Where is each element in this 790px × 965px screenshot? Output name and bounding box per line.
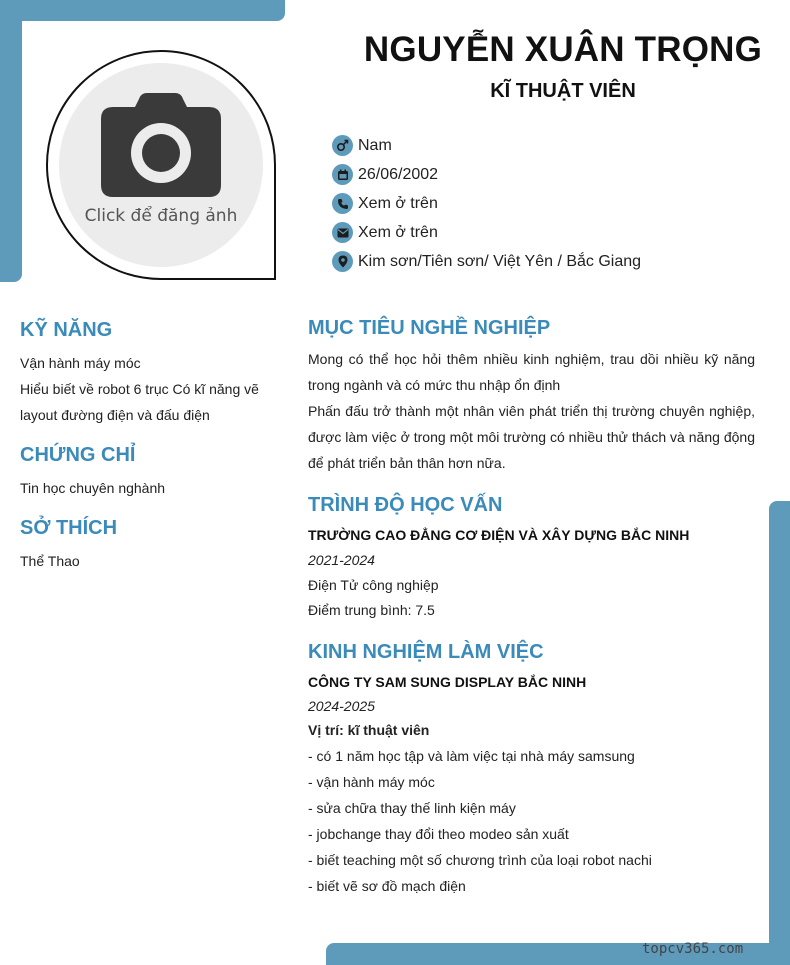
skills-list (20, 350, 280, 428)
gender-icon (332, 135, 353, 156)
decor-bar-right (769, 501, 790, 965)
education-school: TRƯỜNG CAO ĐẲNG CƠ ĐIỆN VÀ XÂY DỰNG BẮC NINH (308, 527, 690, 543)
objective-paragraph: Mong có thể học hỏi thêm nhiều kinh nghiệm, trau dồi nhiều kỹ năng trong ngành và có mức thu nhập ổn định (308, 351, 755, 393)
education-gpa: Điểm trung bình: 7.5 (308, 602, 435, 618)
education-major: Điện Tử công nghiệp (308, 577, 439, 593)
experience-body (308, 670, 763, 899)
contact-info (332, 131, 641, 276)
objective-body (308, 346, 755, 476)
calendar-icon (332, 164, 353, 185)
objective-paragraph: Phấn đấu trở thành một nhân viên phát triển thị trường chuyên nghiệp, được làm việc ở trong một môi trường có nhiều thử thách và năng động để phát triển bản thân hơn nữa. (308, 403, 755, 471)
candidate-name: NGUYỄN XUÂN TRỌNG (363, 30, 763, 69)
objective-heading: MỤC TIÊU NGHỀ NGHIỆP (308, 317, 551, 339)
skill-item: Hiểu biết về robot 6 trục Có kĩ năng vẽ (20, 381, 259, 397)
hobby-item: Thể Thao (20, 553, 80, 569)
experience-item: - biết vẽ sơ đồ mạch điện (308, 878, 466, 894)
decor-bar-top (0, 0, 285, 21)
site-watermark: topcv365.com (642, 941, 744, 957)
phone-icon (332, 193, 353, 214)
experience-position: Vị trí: kĩ thuật viên (308, 722, 430, 738)
skill-item: Vận hành máy móc (20, 355, 141, 371)
experience-heading: KINH NGHIỆM LÀM VIỆC (308, 641, 544, 663)
contact-row-birthday (332, 160, 641, 189)
contact-phone: Xem ở trên (358, 194, 438, 212)
hobbies-list (20, 548, 280, 574)
certificates-list (20, 475, 280, 501)
contact-gender: Nam (358, 136, 392, 154)
education-period: 2021-2024 (308, 552, 375, 568)
skill-item: layout đường điện và đấu điện (20, 407, 210, 423)
photo-upload-caption[interactable]: Click để đăng ảnh (84, 206, 238, 226)
email-icon (332, 222, 353, 243)
education-heading: TRÌNH ĐỘ HỌC VẤN (308, 494, 503, 516)
contact-row-address (332, 247, 641, 276)
contact-row-email (332, 218, 641, 247)
experience-item: - có 1 năm học tập và làm việc tại nhà máy samsung (308, 748, 635, 764)
hobbies-heading: SỞ THÍCH (20, 517, 118, 539)
decor-bar-left (0, 0, 22, 282)
photo-frame[interactable] (46, 50, 276, 280)
contact-address: Kim sơn/Tiên sơn/ Việt Yên / Bắc Giang (358, 252, 642, 270)
location-icon (332, 251, 353, 272)
photo-upload-area[interactable] (59, 63, 263, 267)
certificate-item: Tin học chuyên nghành (20, 480, 166, 496)
experience-item: - jobchange thay đổi theo modeo sản xuất (308, 826, 569, 842)
education-body (308, 523, 763, 623)
experience-item: - vận hành máy móc (308, 774, 435, 790)
camera-icon (99, 93, 223, 201)
contact-birthday: 26/06/2002 (358, 165, 439, 183)
experience-period: 2024-2025 (308, 698, 375, 714)
experience-item: - biết teaching một số chương trình của loại robot nachi (308, 852, 652, 868)
certificates-heading: CHỨNG CHỈ (20, 444, 136, 466)
experience-company: CÔNG TY SAM SUNG DISPLAY BẮC NINH (308, 674, 587, 690)
contact-row-gender (332, 131, 641, 160)
contact-row-phone (332, 189, 641, 218)
contact-email: Xem ở trên (358, 223, 438, 241)
skills-heading: KỸ NĂNG (20, 319, 113, 341)
experience-item: - sửa chữa thay thế linh kiện máy (308, 800, 516, 816)
candidate-title: KĨ THUẬT VIÊN (490, 80, 636, 102)
